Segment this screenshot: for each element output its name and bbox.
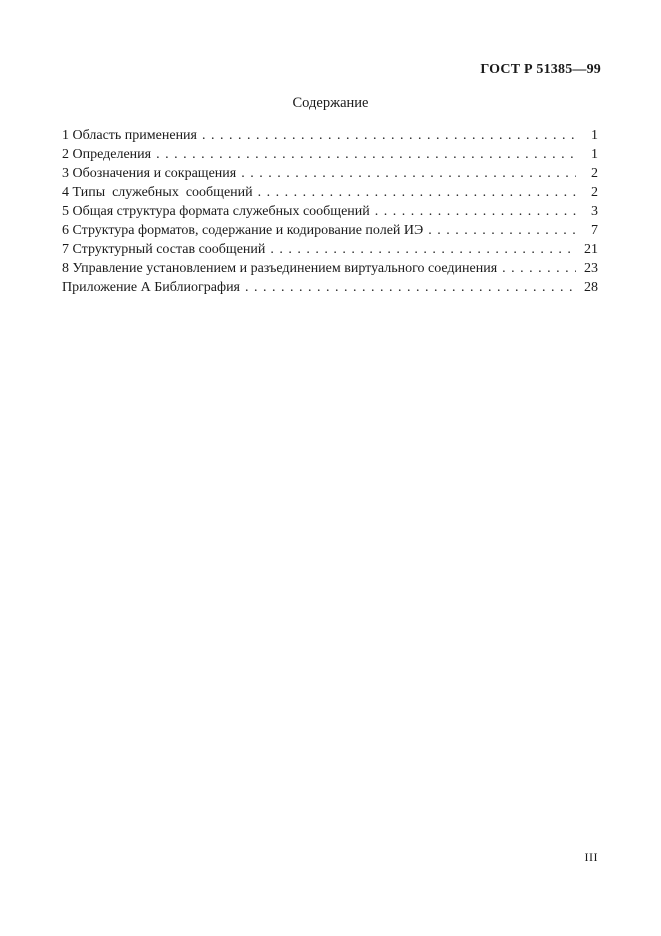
toc-entry <box>62 202 598 221</box>
toc-entry <box>62 164 598 183</box>
toc-entry <box>62 278 598 297</box>
toc-entry-page: 2 <box>591 166 598 181</box>
dot-leader <box>428 221 576 240</box>
toc-entry <box>62 183 598 202</box>
toc-entry <box>62 221 598 240</box>
toc-entry <box>62 126 598 145</box>
toc-entry-page: 1 <box>591 128 598 143</box>
toc-entry-title: 2 Определения <box>62 147 152 162</box>
toc-entry-page: 1 <box>591 147 598 162</box>
toc-entry-title: 4 Типы служебных сообщений <box>62 185 253 200</box>
toc-entry <box>62 259 598 278</box>
toc-list <box>62 126 598 297</box>
toc-entry-page: 21 <box>584 242 598 257</box>
toc-entry-title: Приложение А Библиография <box>62 280 240 295</box>
toc-entry <box>62 145 598 164</box>
toc-heading: Содержание <box>292 95 369 111</box>
toc-entry-title: 8 Управление установлением и разъединением виртуального соединения <box>62 261 498 276</box>
dot-leader <box>156 145 576 164</box>
page-number: III <box>584 850 598 864</box>
toc-entry-title: 3 Обозначения и сокращения <box>62 166 237 181</box>
toc-entry-title: 1 Область применения <box>62 128 197 143</box>
toc-entry-title: 7 Структурный состав сообщений <box>62 242 266 257</box>
toc-entry-page: 7 <box>591 223 598 238</box>
toc-entry <box>62 240 598 259</box>
toc-entry-title: 6 Структура форматов, содержание и кодирование полей ИЭ <box>62 223 424 238</box>
toc-entry-page: 3 <box>591 204 598 219</box>
toc-entry-page: 23 <box>584 261 598 276</box>
toc-entry-title: 5 Общая структура формата служебных сообщений <box>62 204 370 219</box>
dot-leader <box>270 240 576 259</box>
dot-leader <box>375 202 576 221</box>
dot-leader <box>502 259 576 278</box>
document-code-header: ГОСТ Р 51385—99 <box>480 62 601 77</box>
dot-leader <box>241 164 576 183</box>
toc-entry-page: 28 <box>584 280 598 295</box>
toc-entry-page: 2 <box>591 185 598 200</box>
dot-leader <box>258 183 576 202</box>
dot-leader <box>245 278 576 297</box>
dot-leader <box>202 126 576 145</box>
